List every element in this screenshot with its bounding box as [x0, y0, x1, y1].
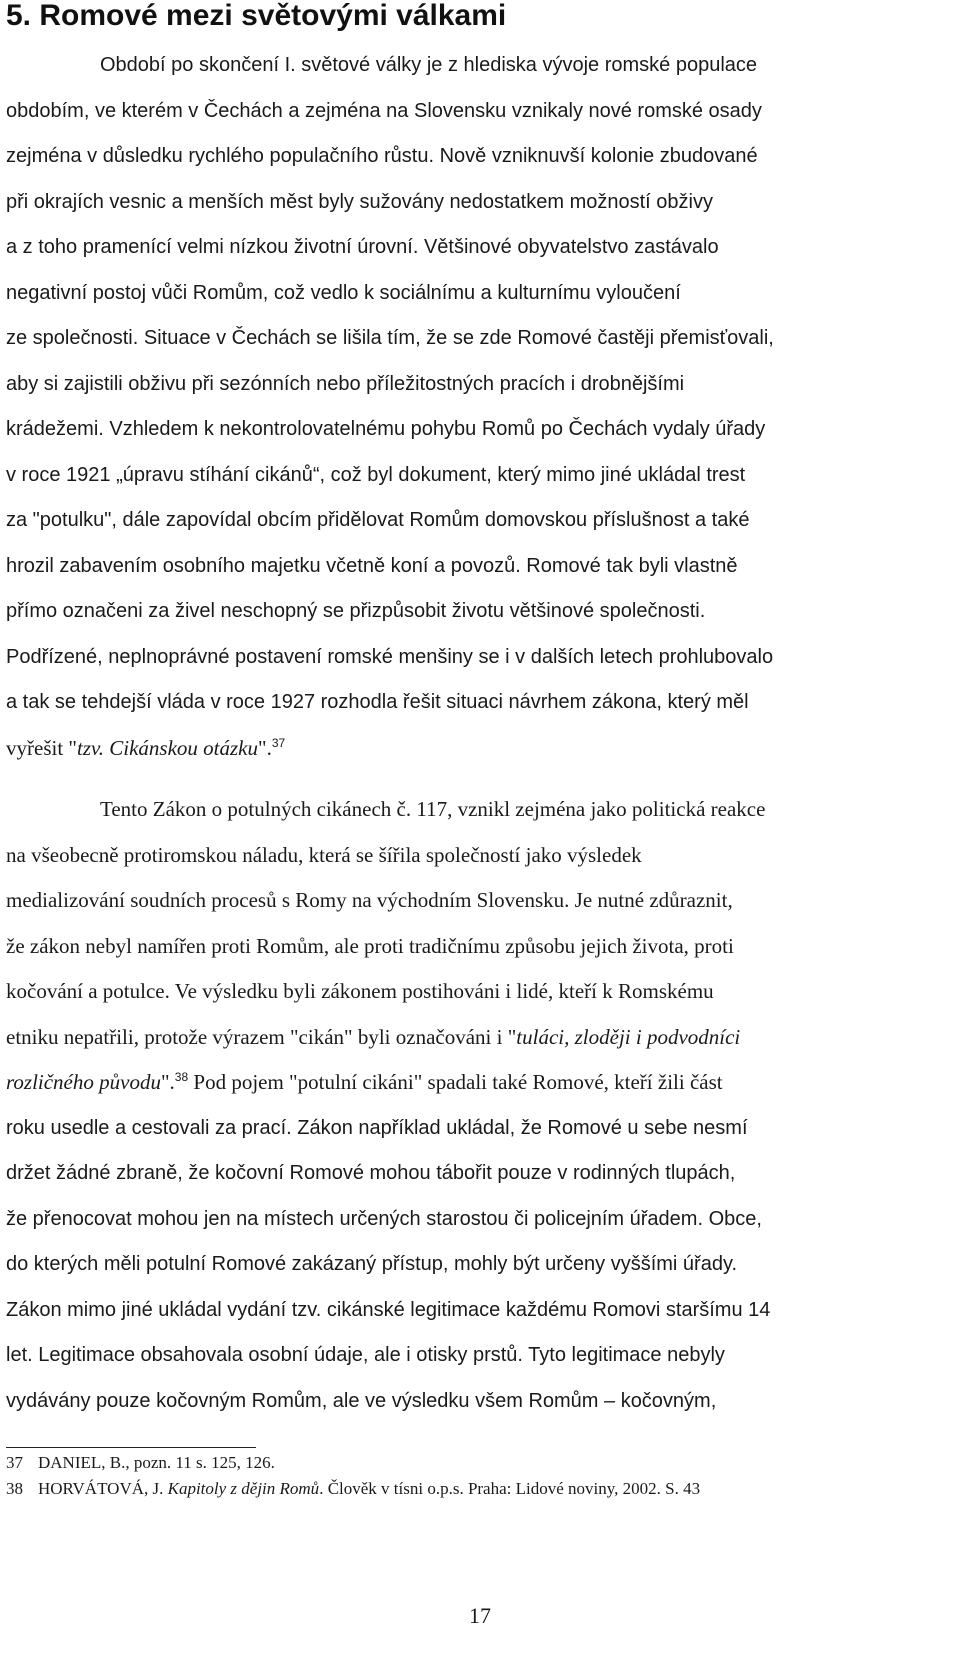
text-line: [6, 407, 956, 453]
text-run: Pod pojem "potulní cikáni" spadali také Romové, kteří žili část: [188, 1070, 723, 1094]
text-run: . Člověk v tísni o.p.s. Praha: Lidové noviny, 2002. S. 43: [319, 1479, 701, 1498]
text-run: medializování soudních procesů s Romy na východním Slovensku. Je nutné zdůraznit,: [6, 888, 733, 912]
text-run: za "potulku", dále zapovídal obcím přidělovat Romům domovskou příslušnost a také: [6, 509, 750, 531]
text-line: [6, 180, 956, 226]
text-run: Zákon mimo jiné ukládal vydání tzv. cikánské legitimace každému Romovi staršímu 14: [6, 1298, 771, 1321]
text-line: [6, 89, 956, 135]
text-line: [6, 271, 956, 317]
text-line: [6, 225, 956, 271]
text-run: DANIEL, B., pozn. 11 s. 125, 126.: [38, 1453, 275, 1472]
text-run: držet žádné zbraně, že kočovní Romové mohou tábořit pouze v rodinných tlupách,: [6, 1162, 736, 1184]
text-line: [6, 1151, 956, 1197]
text-line: [6, 453, 956, 499]
text-run: zejména v důsledku rychlého populačního růstu. Nově vzniknuvší kolonie zbudované: [6, 145, 758, 167]
text-run: obdobím, ve kterém v Čechách a zejména na Slovensku vznikaly nové romské osady: [6, 99, 762, 122]
section-heading: 5. Romové mezi světovými válkami: [6, 0, 507, 32]
text-run: HORVÁTOVÁ, J.: [38, 1479, 168, 1498]
text-run: Tento Zákon o potulných cikánech č. 117, vznikl zejména jako politická reakce: [100, 797, 766, 821]
footnotes: [6, 1450, 946, 1502]
text-line: [6, 833, 956, 879]
text-run: na všeobecně protiromskou náladu, která se šířila společností jako výsledek: [6, 842, 642, 867]
text-run: tuláci, zloději i podvodníci: [516, 1024, 741, 1049]
text-run: Podřízené, neplnoprávné postavení romské menšiny se i v dalších letech prohlubovalo: [6, 645, 774, 668]
text-line: [6, 498, 956, 544]
text-run: roku usedle a cestovali za prací. Zákon například ukládal, že Romové u sebe nesmí: [6, 1116, 748, 1139]
text-line: [6, 635, 956, 681]
text-line: [6, 1060, 956, 1106]
text-run: a tak se tehdejší vláda v roce 1927 rozhodla řešit situaci návrhem zákona, který měl: [6, 691, 749, 713]
text-run: ".: [258, 735, 272, 760]
text-run: že přenocovat mohou jen na místech určených starostou či policejním úřadem. Obce,: [6, 1207, 762, 1230]
footnote-number: 37: [6, 1453, 23, 1472]
text-line: [6, 969, 956, 1015]
paragraph-2: [6, 787, 956, 1424]
text-line: [6, 1197, 956, 1243]
text-run: a z toho pramenící velmi nízkou životní úrovní. Většinové obyvatelstvo zastávalo: [6, 236, 719, 258]
text-run: vydávány pouze kočovným Romům, ale ve výsledku všem Romům – kočovným,: [6, 1389, 717, 1412]
text-run: vyřešit ": [6, 735, 77, 760]
text-line: [6, 1379, 956, 1425]
text-run: kočování a potulce. Ve výsledku byli zákonem postihováni i lidé, kteří k Romskému: [6, 979, 714, 1003]
text-line: [6, 924, 956, 970]
text-line: [6, 726, 956, 772]
text-run: rozličného původu: [6, 1070, 161, 1094]
text-run: že zákon nebyl namířen proti Romům, ale proti tradičnímu způsobu jejich života, proti: [6, 933, 734, 958]
text-line: [6, 134, 956, 180]
text-line: [6, 787, 956, 833]
text-run: ze společnosti. Situace v Čechách se lišila tím, že se zde Romové častěji přemisťovali,: [6, 327, 774, 349]
text-line: [6, 680, 956, 726]
text-line: [6, 1015, 956, 1061]
text-run: krádežemi. Vzhledem k nekontrolovatelnému pohybu Romů po Čechách vydaly úřady: [6, 418, 766, 440]
text-run: hrozil zabavením osobního majetku včetně koní a povozů. Romové tak byli vlastně: [6, 554, 738, 577]
text-line: [6, 1288, 956, 1334]
footnote-37: [6, 1450, 946, 1476]
footnote-38: [6, 1476, 946, 1502]
paragraph-1: [6, 43, 956, 771]
text-run: přímo označeni za živel neschopný se přizpůsobit životu většinové společnosti.: [6, 600, 706, 622]
footnote-number: 38: [6, 1479, 23, 1498]
text-line: [6, 544, 956, 590]
text-run: Období po skončení I. světové války je z hlediska vývoje romské populace: [100, 54, 758, 76]
text-run: etniku nepatřili, protože výrazem "cikán" byli označováni i ": [6, 1024, 517, 1049]
text-run: do kterých měli potulní Romové zakázaný přístup, mohly být určeny vyššími úřady.: [6, 1253, 738, 1275]
text-line: [6, 1242, 956, 1288]
text-line: [6, 589, 956, 635]
text-run: Kapitoly z dějin Romů: [167, 1479, 320, 1498]
text-line: [6, 1333, 956, 1379]
text-run: let. Legitimace obsahovala osobní údaje, ale i otisky prstů. Tyto legitimace nebyly: [6, 1344, 725, 1366]
text-line: [6, 1106, 956, 1152]
text-run: aby si zajistili obživu při sezónních nebo příležitostných pracích i drobnějšími: [6, 372, 685, 395]
text-line: [6, 362, 956, 408]
footnote-separator: [6, 1447, 256, 1448]
footnote-ref: 37: [271, 735, 286, 750]
text-line: [6, 316, 956, 362]
text-line: [6, 43, 956, 89]
footnote-ref: 38: [174, 1070, 189, 1084]
page-number: 17: [469, 1603, 491, 1628]
text-run: v roce 1921 „úpravu stíhání cikánů“, což byl dokument, který mimo jiné ukládal trest: [6, 463, 746, 486]
text-run: při okrajích vesnic a menších měst byly sužovány nedostatkem možností obživy: [6, 190, 713, 213]
text-line: [6, 878, 956, 924]
text-run: negativní postoj vůči Romům, což vedlo k sociálnímu a kulturnímu vyloučení: [6, 281, 681, 304]
text-run: tzv. Cikánskou otázku: [76, 735, 258, 760]
text-run: ".: [160, 1070, 175, 1094]
